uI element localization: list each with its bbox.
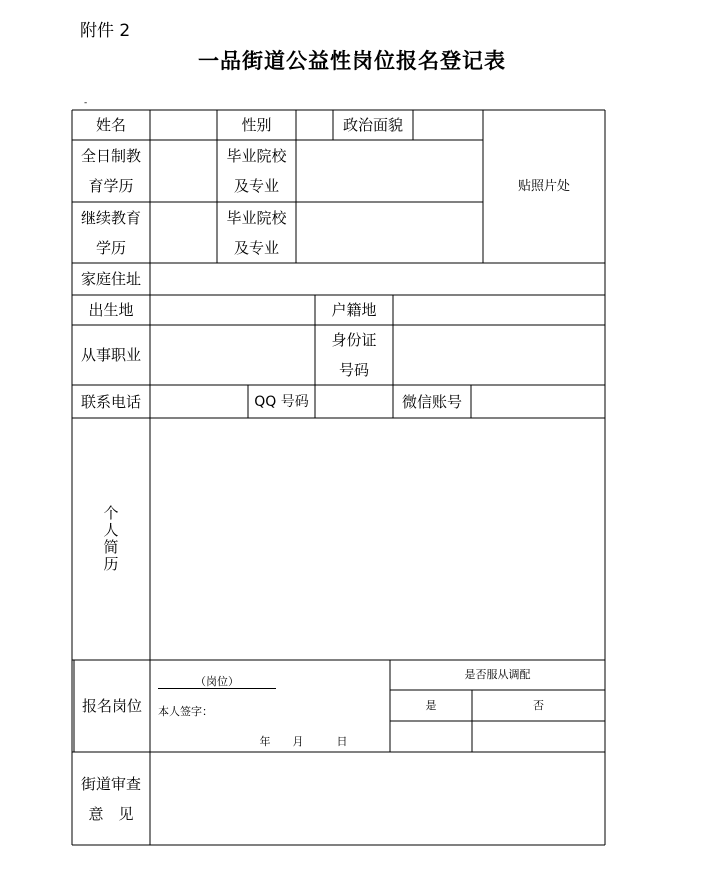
school-input[interactable]: [296, 140, 483, 202]
review-line2: 意 见: [88, 804, 134, 823]
school2-input[interactable]: [296, 202, 483, 263]
cont-edu-label: [72, 202, 150, 263]
attachment-label: 附件 2: [80, 21, 131, 41]
school-label: [217, 140, 296, 202]
address-input[interactable]: [150, 263, 605, 295]
photo-area[interactable]: [483, 110, 605, 263]
qq-input[interactable]: [315, 385, 393, 418]
cont-edu-line2: 学历: [95, 238, 126, 257]
adjust-yes-label: 是: [425, 698, 437, 712]
stray-mark: -: [84, 98, 88, 108]
gender-input[interactable]: [296, 110, 333, 140]
wechat-input[interactable]: [471, 385, 605, 418]
resume-label-cell: [72, 418, 150, 660]
adjust-no-label: 否: [533, 698, 544, 712]
id-line1: 身份证: [331, 331, 377, 349]
school2-label: [217, 202, 296, 263]
hukou-input[interactable]: [393, 295, 605, 325]
resume-label: 个人简历: [103, 504, 119, 573]
occupation-label: 从事职业: [80, 346, 141, 364]
school2-line1: 毕业院校: [226, 208, 287, 227]
id-label: [315, 325, 393, 385]
signature-label: 本人签字：: [158, 705, 213, 718]
gender-label: 性别: [241, 116, 272, 134]
occupation-input[interactable]: [150, 325, 315, 385]
review-label: [72, 752, 150, 845]
fulltime-edu-label: [72, 140, 150, 202]
fulltime-edu-line2: 育学历: [88, 177, 134, 195]
birthplace-label: 出生地: [88, 301, 134, 319]
adjust-yes-input[interactable]: [390, 721, 472, 752]
review-line1: 街道审查: [80, 774, 141, 793]
cont-edu-input[interactable]: [150, 202, 217, 263]
school-line2: 及专业: [233, 177, 279, 195]
qq-label: QQ 号码: [254, 393, 309, 410]
date-day: 日: [336, 735, 348, 748]
form-title: 一品街道公益性岗位报名登记表: [198, 48, 506, 73]
date-month: 月: [292, 735, 304, 748]
fulltime-edu-input[interactable]: [150, 140, 217, 202]
phone-input[interactable]: [150, 385, 248, 418]
date-year: 年: [259, 735, 271, 748]
photo-label: 贴照片处: [517, 178, 570, 194]
name-label: 姓名: [95, 116, 126, 134]
post-hint: （岗位）: [195, 675, 239, 688]
hukou-label: 户籍地: [331, 301, 377, 319]
name-input[interactable]: [150, 110, 217, 140]
adjust-no-input[interactable]: [472, 721, 605, 752]
post-label: 报名岗位: [81, 697, 142, 715]
political-input[interactable]: [413, 110, 483, 140]
school-line1: 毕业院校: [226, 147, 287, 165]
adjust-label: 是否服从调配: [464, 668, 531, 681]
fulltime-edu-line1: 全日制教: [80, 147, 141, 165]
id-input[interactable]: [393, 325, 605, 385]
address-label: 家庭住址: [80, 270, 141, 288]
review-input[interactable]: [150, 752, 605, 845]
birthplace-input[interactable]: [150, 295, 315, 325]
phone-label: 联系电话: [80, 392, 141, 411]
political-label: 政治面貌: [342, 116, 403, 134]
id-line2: 号码: [338, 361, 369, 379]
school2-line2: 及专业: [233, 238, 279, 257]
cont-edu-line1: 继续教育: [80, 208, 141, 227]
resume-input[interactable]: [150, 418, 605, 660]
wechat-label: 微信账号: [401, 392, 462, 411]
